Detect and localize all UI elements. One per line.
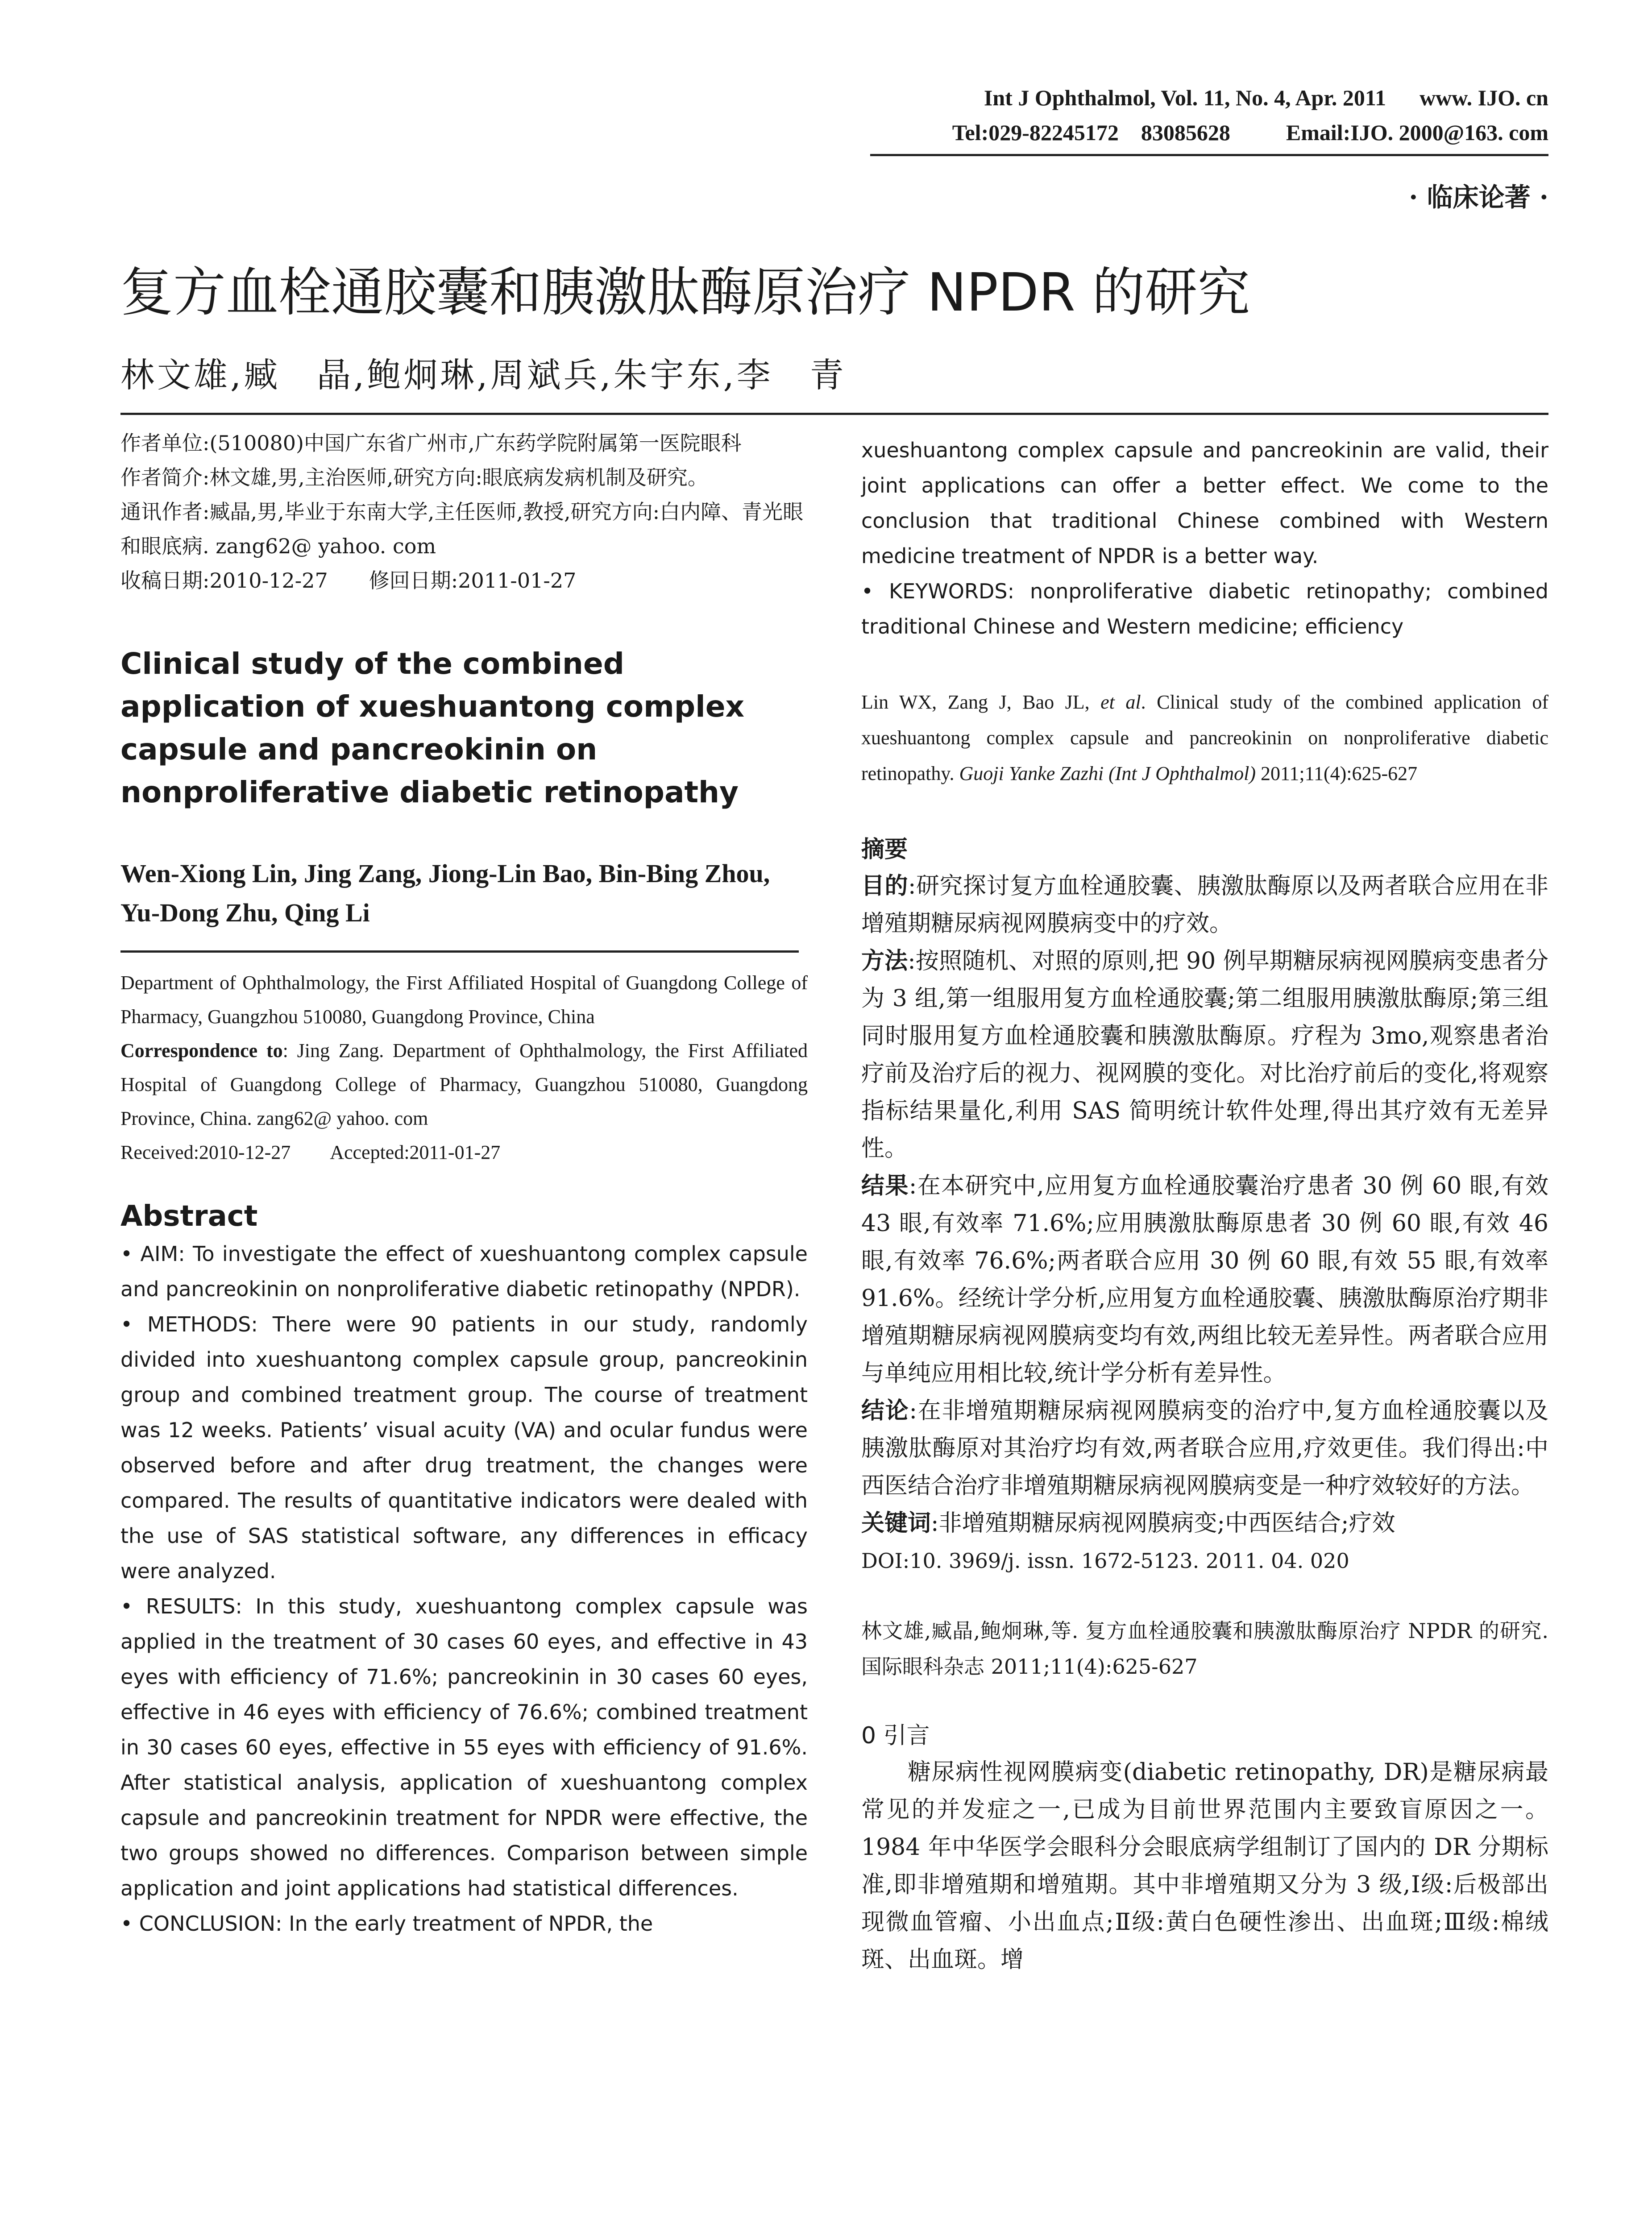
department-block xyxy=(120,966,808,1169)
journal-header-line2: Tel:029-82245172 83085628 Email:IJO. 2000@163. com xyxy=(952,120,1548,145)
corresponding-author: 通讯作者:臧晶,男,毕业于东南大学,主任医师,教授,研究方向:白内障、青光眼和眼底病. zang62@ yahoo. com xyxy=(120,500,804,558)
keywords-en: • KEYWORDS: nonproliferative diabetic retinopathy; combined traditional Chinese and Western medicine; efficiency xyxy=(861,579,1548,639)
citation-en-etal: et al xyxy=(1100,691,1141,713)
right-column xyxy=(861,433,1548,1978)
abstract-en-continued xyxy=(861,433,1548,644)
abstract-cn-conclusion-label: 结论 xyxy=(861,1397,909,1424)
abstract-aim: • AIM: To investigate the effect of xueshuantong complex capsule and pancreokinin on nonproliferative diabetic retinopathy (NPDR). xyxy=(120,1242,808,1301)
author-unit: 作者单位:(510080)中国广东省广州市,广东药学院附属第一医院眼科 xyxy=(120,431,742,455)
abstract-cn-objective-label: 目的 xyxy=(861,873,908,900)
abstract-cn-methods xyxy=(861,942,1548,1167)
abstract-cn-methods-text: :按照随机、对照的原则,把 90 例早期糖尿病视网膜病变患者分为 3 组,第一组服用复方血栓通胶囊;第二组服用胰激肽酶原;第三组同时服用复方血栓通胶囊和胰激肽酶原。疗程为 3mo,观察患者治疗前及治疗后的视力、视网膜的变化。对比治疗前后的变化,将观察指标结果量化,利用 SAS 简明统计软件处理,得出其疗效有无差异性。 xyxy=(861,948,1548,1162)
article-authors-en: Wen-Xiong Lin, Jing Zang, Jiong-Lin Bao, Bin-Bing Zhou, Yu-Dong Zhu, Qing Li xyxy=(120,859,770,927)
abstract-results: • RESULTS: In this study, xueshuantong complex capsule was applied in the treatment of 30 cases 60 eyes, and effective in 43 eyes with efficiency of 71.6%; pancreokinin in 30 cases 60 eyes, effective in 46 eyes with efficiency of 76.6%; combined treatment in 30 cases 60 eyes, effective in 55 eyes with efficiency of 91.6%. After statistical analysis, application of xueshuantong complex capsule and pancreokinin treatment for NPDR were effective, the two groups showed no differences. Comparison between simple application and joint applications had statistical differences. xyxy=(120,1594,808,1900)
article-title-en: Clinical study of the combined application of xueshuantong complex capsule and pancreokinin on nonproliferative diabetic retinopathy xyxy=(120,647,745,809)
correspondence-text: : Jing Zang. Department of Ophthalmology, the First Affiliated Hospital of Guangdong College of Pharmacy, Guangzhou 510080, Guangdong Province, China. zang62@ yahoo. com xyxy=(120,1040,808,1129)
abstract-conclusion-continued: xueshuantong complex capsule and pancreokinin are valid, their joint applications can offer a better effect. We come to the conclusion that traditional Chinese combined with Western medicine treatment of NPDR is a better way. xyxy=(861,438,1548,568)
authors-rule xyxy=(120,950,799,953)
correspondence xyxy=(120,1034,808,1136)
received-dates-cn: 收稿日期:2010-12-27 修回日期:2011-01-27 xyxy=(120,568,577,593)
abstract-cn-results xyxy=(861,1167,1548,1392)
correspondence-label: Correspondence to xyxy=(120,1040,283,1062)
keywords-cn-label: 关键词 xyxy=(861,1510,931,1537)
abstract-cn-methods-label: 方法 xyxy=(861,948,908,975)
article-authors-cn: 林文雄,臧 晶,鲍炯琳,周斌兵,朱宇东,李 青 xyxy=(120,355,847,395)
abstract-en xyxy=(120,1236,808,1941)
abstract-heading: Abstract xyxy=(120,1200,258,1233)
abstract-cn xyxy=(861,867,1548,1580)
abstract-cn-objective xyxy=(861,867,1548,942)
abstract-cn-conclusion-text: :在非增殖期糖尿病视网膜病变的治疗中,复方血栓通胶囊以及胰激肽酶原对其治疗均有效,两者联合应用,疗效更佳。我们得出:中西医结合治疗非增殖期糖尿病视网膜病变是一种疗效较好的方法。 xyxy=(861,1397,1548,1499)
received-dates-en: Received:2010-12-27 Accepted:2011-01-27 xyxy=(120,1141,501,1163)
abstract-conclusion: • CONCLUSION: In the early treatment of NPDR, the xyxy=(120,1912,653,1936)
affiliation-block xyxy=(120,426,808,598)
doi: DOI:10. 3969/j. issn. 1672-5123. 2011. 04. 020 xyxy=(861,1549,1349,1573)
title-rule xyxy=(120,413,1548,415)
citation-en-title: . Clinical study of the combined application of xueshuantong complex capsule and pancreokinin on nonproliferative diabetic retinopathy. xyxy=(861,691,1548,784)
header-rule xyxy=(870,154,1548,156)
intro-paragraph: 糖尿病性视网膜病变(diabetic retinopathy, DR)是糖尿病最常见的并发症之一,已成为目前世界范围内主要致盲原因之一。1984 年中华医学会眼科分会眼底病学组制订了国内的 DR 分期标准,即非增殖期和增殖期。其中非增殖期又分为 3 级,Ⅰ级:后极部出现微血管瘤、小出血点;Ⅱ级:黄白色硬性渗出、出血斑;Ⅲ级:棉绒斑、出血斑。增 xyxy=(861,1759,1548,1973)
author-bio: 作者简介:林文雄,男,主治医师,研究方向:眼底病发病机制及研究。 xyxy=(120,465,708,489)
intro-heading: 0 引言 xyxy=(861,1722,930,1749)
keywords-cn xyxy=(861,1505,1548,1542)
keywords-cn-text: :非增殖期糖尿病视网膜病变;中西医结合;疗效 xyxy=(931,1510,1395,1537)
citation-cn: 林文雄,臧晶,鲍炯琳,等. 复方血栓通胶囊和胰激肽酶原治疗 NPDR 的研究. 国际眼科杂志 2011;11(4):625-627 xyxy=(861,1619,1548,1679)
abstract-cn-conclusion xyxy=(861,1392,1548,1505)
citation-en-volume: 2011;11(4):625-627 xyxy=(1256,763,1418,784)
abstract-cn-objective-text: :研究探讨复方血栓通胶囊、胰激肽酶原以及两者联合应用在非增殖期糖尿病视网膜病变中的疗效。 xyxy=(861,873,1548,937)
citation-en-authors: Lin WX, Zang J, Bao JL, xyxy=(861,691,1101,713)
abstract-methods: • METHODS: There were 90 patients in our study, randomly divided into xueshuantong complex capsule group, pancreokinin group and combined treatment group. The course of treatment was 12 weeks. Patients’ visual acuity (VA) and ocular fundus were observed before and after drug treatment, the changes were compared. The results of quantitative indicators were dealed with the use of SAS statistical software, any differences in efficacy were analyzed. xyxy=(120,1312,808,1583)
citation-en xyxy=(861,684,1548,792)
citation-en-journal: Guoji Yanke Zazhi (Int J Ophthalmol) xyxy=(959,763,1256,784)
department: Department of Ophthalmology, the First Affiliated Hospital of Guangdong College of Pharmacy, Guangzhou 510080, Guangdong Province, China xyxy=(120,972,808,1028)
left-column xyxy=(120,426,808,1941)
article-title-cn: 复方血栓通胶囊和胰激肽酶原治疗 NPDR 的研究 xyxy=(120,261,1250,323)
abstract-cn-heading: 摘要 xyxy=(861,836,908,863)
abstract-cn-results-text: :在本研究中,应用复方血栓通胶囊治疗患者 30 例 60 眼,有效 43 眼,有效率 71.6%;应用胰激肽酶原患者 30 例 60 眼,有效 46 眼,有效率 76.6%;两者联合应用 30 例 60 眼,有效 55 眼,有效率 91.6%。经统计学分析,应用复方血栓通胶囊、胰激肽酶原治疗期非增殖期糖尿病视网膜病变均有效,两组比较无差异性。两者联合应用与单纯应用相比较,统计学分析有差异性。 xyxy=(861,1173,1548,1387)
journal-header-line1: Int J Ophthalmol, Vol. 11, No. 4, Apr. 2011 www. IJO. cn xyxy=(984,85,1548,110)
section-label: · 临床论著 · xyxy=(1409,182,1548,212)
abstract-cn-results-label: 结果 xyxy=(861,1173,909,1199)
